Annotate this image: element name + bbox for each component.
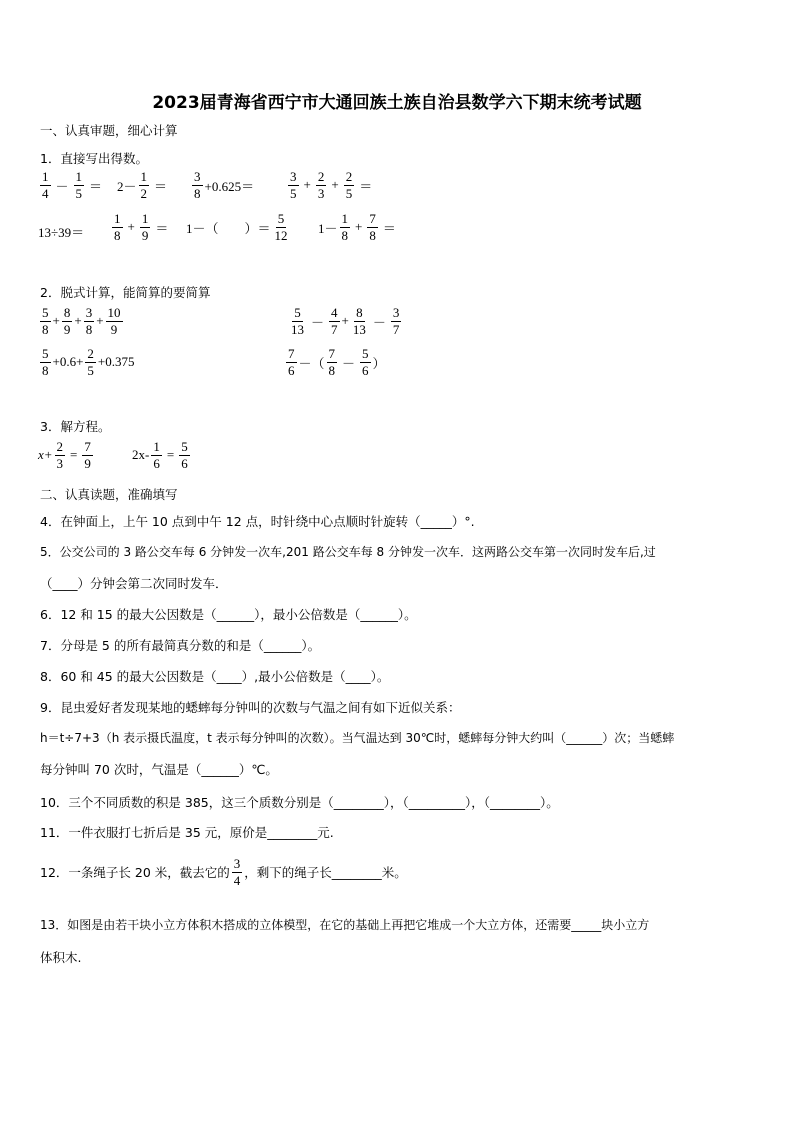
q1-expr-1: $\frac{1}{4}$ － $\frac{1}{5}$ ＝ [42, 169, 103, 201]
question-9-line-3: 每分钟叫 70 次时，气温是（______）℃。 [40, 762, 278, 777]
question-10: 10．三个不同质数的积是 385，这三个质数分别是（________），（_________），（________）。 [40, 795, 559, 810]
question-12: 12．一条绳子长 20 米，截去它的 $\frac{3}{4}$ ，剩下的绳子长________米。 [40, 856, 407, 888]
question-5-line-2: （____）分钟会第二次同时发车． [40, 576, 228, 591]
q2-expr-1: $\frac{5}{8}$ + $\frac{8}{9}$ + $\frac{3}{8}$ + $\frac{10}{9}$ [42, 305, 121, 337]
question-1-label: 1．直接写出得数。 [40, 151, 148, 166]
q1-expr-4: $\frac{3}{5}$ + $\frac{2}{3}$ + $\frac{2}{5}$ ＝ [290, 169, 373, 201]
q1-expr-7: 1－（ ）＝ $\frac{5}{12}$ [186, 211, 288, 243]
section-heading-2: 二、认真读题，准确填写 [40, 487, 178, 502]
question-2-label: 2．脱式计算，能简算的要简算 [40, 285, 211, 300]
question-4: 4．在钟面上，上午 10 点到中午 12 点，时针绕中心点顺时针旋转（_____）°. [40, 514, 475, 529]
question-7: 7．分母是 5 的所有最简真分数的和是（______）。 [40, 638, 321, 653]
q1-expr-8: 1－ $\frac{1}{8}$ + $\frac{7}{8}$ ＝ [318, 211, 396, 243]
question-9-line-1: 9．昆虫爱好者发现某地的蟋蟀每分钟叫的次数与气温之间有如下近似关系： [40, 700, 461, 715]
question-9-line-2: h＝t÷7+3（h 表示摄氏温度，t 表示每分钟叫的次数）。当气温达到 30℃时，蟋蟀每分钟大约叫（______）次；当蟋蟀 [40, 731, 675, 745]
q3-equation-1: x+ $\frac{2}{3}$ = $\frac{7}{9}$ [38, 439, 91, 471]
q1-expr-5: 13÷39＝ [38, 225, 85, 240]
question-5-line-1: 5．公交公司的 3 路公交车每 6 分钟发一次车,201 路公交车每 8 分钟发一次车．这两路公交车第一次同时发车后,过 [40, 545, 656, 559]
q1-expr-3: $\frac{3}{8}$ +0.625＝ [194, 169, 255, 201]
question-3-label: 3．解方程。 [40, 419, 111, 434]
question-11: 11．一件衣服打七折后是 35 元，原价是________元. [40, 825, 334, 840]
page-title: 2023届青海省西宁市大通回族土族自治县数学六下期末统考试题 [152, 93, 642, 113]
q2-expr-4: $\frac{7}{6}$ －（ $\frac{7}{8}$ － $\frac{5}{6}$ ） [288, 346, 386, 378]
q2-expr-3: $\frac{5}{8}$ +0.6+ $\frac{2}{5}$ +0.375 [42, 346, 135, 378]
q3-equation-2: 2x- $\frac{1}{6}$ = $\frac{5}{6}$ [132, 439, 188, 471]
question-8: 8．60 和 45 的最大公因数是（____）,最小公倍数是（____）。 [40, 669, 390, 684]
question-13-line-2: 体积木. [40, 950, 82, 965]
q1-expr-6: $\frac{1}{8}$ + $\frac{1}{9}$ ＝ [114, 211, 169, 243]
q2-expr-2: $\frac{5}{13}$ － $\frac{4}{7}$ + $\frac{8}{13}$ － $\frac{3}{7}$ [291, 305, 400, 337]
question-13-line-1: 13．如图是由若干块小立方体积木搭成的立体模型，在它的基础上再把它堆成一个大立方体，还需要_____块小立方 [40, 918, 650, 932]
q1-expr-2: 2－ $\frac{1}{2}$ ＝ [117, 169, 168, 201]
question-6: 6．12 和 15 的最大公因数是（______），最小公倍数是（______）。 [40, 607, 417, 622]
section-heading-1: 一、认真审题，细心计算 [40, 123, 178, 138]
